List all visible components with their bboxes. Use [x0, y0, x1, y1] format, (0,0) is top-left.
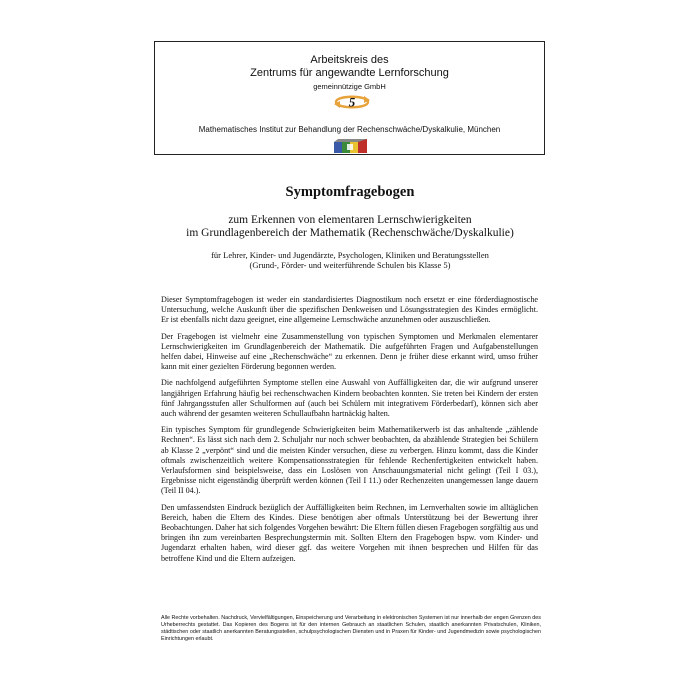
subtitle-line-2: im Grundlagenbereich der Mathematik (Rechenschwäche/Dyskalkulie) [186, 227, 514, 239]
audience-line-2: (Grund-, Förder- und weiterführende Schulen bis Klasse 5) [249, 260, 451, 270]
audience-line-1: für Lehrer, Kinder- und Jugendärzte, Psychologen, Kliniken und Beratungsstellen [211, 250, 489, 260]
paragraph-disclaimer: Dieser Symptomfragebogen ist weder ein standardisiertes Diagnostikum noch ersetzt er eine förderdiagnostische Untersuchung, welche Auskunft über die spezifischen Denkweisen und Lösungsstrategien des Kindes ermöglicht. Er ist ebenfalls nicht dazu geeignet, eine allgemeine Lernschwäche anzunehmen oder auszuschließen. [161, 295, 538, 325]
letterhead-line-3: gemeinnützige GmbH [313, 82, 386, 91]
letterhead-institute-name: Mathematisches Institut zur Behandlung der Rechenschwäche/Dyskalkulie, München [198, 125, 501, 134]
logo-number: 5 [348, 94, 356, 110]
paragraph-parents: Den umfassendsten Eindruck bezüglich der Auffälligkeiten beim Rechnen, im Lernverhalten sowie im alltäglichen Bereich, haben die Eltern des Kindes. Diese benötigen aber oftmals Unterstützung bei der Bewertung ihrer Beobachtungen. Daher hat sich folgendes Vorgehen bewährt: Die Eltern füllen diesen Fragebogen sorgfältig aus und bringen ihn zum vereinbarten Besprechungstermin mit. Sollten Eltern den Fragebogen bspw. vom Kinder- und Jugendarzt erhalten haben, wird dieser ggf. das weitere Vorgehen mit ihnen besprechen und Hilfen für das betroffene Kind und die Eltern aufzeigen. [161, 502, 538, 563]
institute-logo-icon [333, 92, 371, 112]
cubes-logo-icon [333, 138, 369, 154]
copyright-footer: Alle Rechte vorbehalten. Nachdruck, Vervielfältigungen, Einspeicherung und Verarbeitung in elektronischen Systemen ist nur innerhalb der engen Grenzen des Urheberrechts gestattet. Das Kopieren des Bogens ist für den internen Gebrauch an staatlichen Schulen, staatlich anerkannten Privatschulen, Kliniken, städtischen oder staatlich anerkannten Beratungsstellen, schulpsychologischen Diensten und in Praxen für Kinder- und Jugendmedizin sowie psychologischen Einrichtungen erlaubt. [161, 615, 541, 642]
subtitle-line-1: zum Erkennen von elementaren Lernschwierigkeiten [228, 214, 472, 226]
paragraph-counting: Ein typisches Symptom für grundlegende Schwierigkeiten beim Mathematikerwerb ist das anhaltende „zählende Rechnen“. Es lässt sich nach dem 2. Schuljahr nur noch schwer beobachten, da abzählende Strategien bei Schülern ab Klasse 2 „verpönt“ sind und die meisten Kinder versuchen, diese zu verbergen. Hinzu kommt, dass die Kinder oftmals zwischenzeitlich weitere Kompensationsstrategien für fehlende Rechenfertigkeiten entwickelt haben. Verlaufsformen sind beispielsweise, dass ein Loslösen von Anschauungsmaterial nicht gelingt (Teil I 03.), Ergebnisse nicht eigenständig überprüft werden können (Teil I 11.) oder Rechenzeiten unangemessen lange dauern (Teil II 04.). [161, 425, 538, 496]
body-text [161, 295, 538, 570]
paragraph-symptoms: Die nachfolgend aufgeführten Symptome stellen eine Auswahl von Auffälligkeiten dar, die wir aufgrund unserer langjährigen Erfahrung häufig bei rechenschwachen Kindern beobachten konnten. Sie treten bei Kindern der ersten fünf Jahrgangsstufen aller Schulformen auf (auch bei Schülern mit integrativem Förderbedarf), können sich aber auch während der gesamten weiteren Schullaufbahn hartnäckig halten. [161, 378, 538, 419]
letterhead-line-1: Arbeitskreis des [310, 54, 389, 66]
document-title: Symptomfragebogen [285, 184, 415, 200]
letterhead-box [154, 41, 545, 155]
paragraph-purpose: Der Fragebogen ist vielmehr eine Zusammenstellung von typischen Symptomen und Merkmalen elementarer Lernschwierigkeiten im Grundlagenbereich der Mathematik. Die aufgeführten Fragen und Aufgabenstellungen helfen dabei, Hinweise auf eine „Rechenschwäche“ zu erkennen. Denn je früher diese erkannt wird, umso früher kann mit einer gezielten Förderung begonnen werden. [161, 331, 538, 372]
letterhead-line-2: Zentrums für angewandte Lernforschung [250, 67, 449, 79]
